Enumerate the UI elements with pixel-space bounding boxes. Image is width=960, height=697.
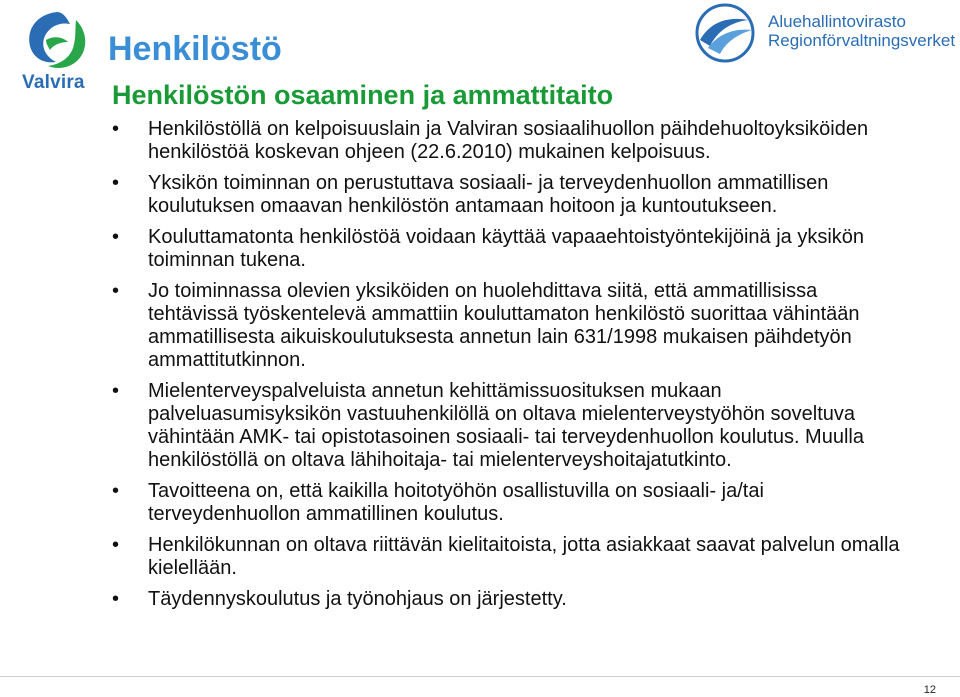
page-title: Henkilöstö <box>108 30 282 68</box>
list-item-text: Tavoitteena on, että kaikilla hoitotyöhön osallistuvilla on sosiaali- ja/tai terveydenhuollon ammatillinen koulutus. <box>148 480 764 525</box>
bullet-icon: • <box>112 534 120 556</box>
bullet-icon: • <box>112 280 120 302</box>
list-item <box>112 172 902 218</box>
list-item <box>112 534 902 580</box>
list-item-text: Täydennyskoulutus ja työnohjaus on järjestetty. <box>148 588 567 610</box>
list-item <box>112 480 902 526</box>
bullet-icon: • <box>112 118 120 140</box>
section-subtitle: Henkilöstön osaaminen ja ammattitaito <box>112 80 614 110</box>
bullet-list <box>112 118 902 619</box>
footer-divider <box>0 676 960 677</box>
list-item-text: Henkilökunnan on oltava riittävän kielitaitoista, jotta asiakkaat saavat palvelun omalla kielellään. <box>148 534 900 579</box>
list-item-text: Mielenterveyspalveluista annetun kehittämissuosituksen mukaan palveluasumisyksikön vastuuhenkilöllä on oltava mielenterveystyöhön soveltuva vähintään AMK- tai opistotasoinen sosiaali- tai terveydenhuollon koulutus. Muulla henkilöstöllä on oltava lähihoitaja- tai mielenterveyshoitajatutkinto. <box>148 380 864 471</box>
bullet-icon: • <box>112 480 120 502</box>
list-item <box>112 280 902 372</box>
list-item-text: Kouluttamatonta henkilöstöä voidaan käyttää vapaaehtoistyöntekijöinä ja yksikön toiminnan tukena. <box>148 226 865 271</box>
bullet-icon: • <box>112 172 120 194</box>
avi-wave-logo-icon <box>688 2 762 64</box>
bullet-icon: • <box>112 380 120 402</box>
list-item <box>112 588 902 611</box>
avi-name-swedish: Regionförvaltningsverket <box>768 31 956 50</box>
list-item <box>112 226 902 272</box>
list-item-text: Henkilöstöllä on kelpoisuuslain ja Valviran sosiaalihuollon päihdehuoltoyksiköiden henkilöstöä koskevan ohjeen (22.6.2010) mukainen kelpoisuus. <box>148 118 869 163</box>
valvira-logo-text: Valvira <box>22 72 85 93</box>
bullet-icon: • <box>112 226 120 248</box>
list-item <box>112 380 902 472</box>
avi-name-finnish: Aluehallintovirasto <box>768 12 906 31</box>
page-number: 12 <box>923 684 936 696</box>
bullet-icon: • <box>112 588 120 610</box>
list-item-text: Jo toiminnassa olevien yksiköiden on huolehdittava siitä, että ammatillisissa tehtävissä työskentelevä ammattiin kouluttamaton henkilöstö suorittaa vähintään ammatillisesta aikuiskoulutuksesta annetun lain 631/1998 mukaisen päihdetyön ammattitutkinnon. <box>148 280 860 371</box>
list-item <box>112 118 902 164</box>
list-item-text: Yksikön toiminnan on perustuttava sosiaali- ja terveydenhuollon ammatillisen koulutuksen omaavan henkilöstön antamaan hoitoon ja kuntoutukseen. <box>148 172 829 217</box>
